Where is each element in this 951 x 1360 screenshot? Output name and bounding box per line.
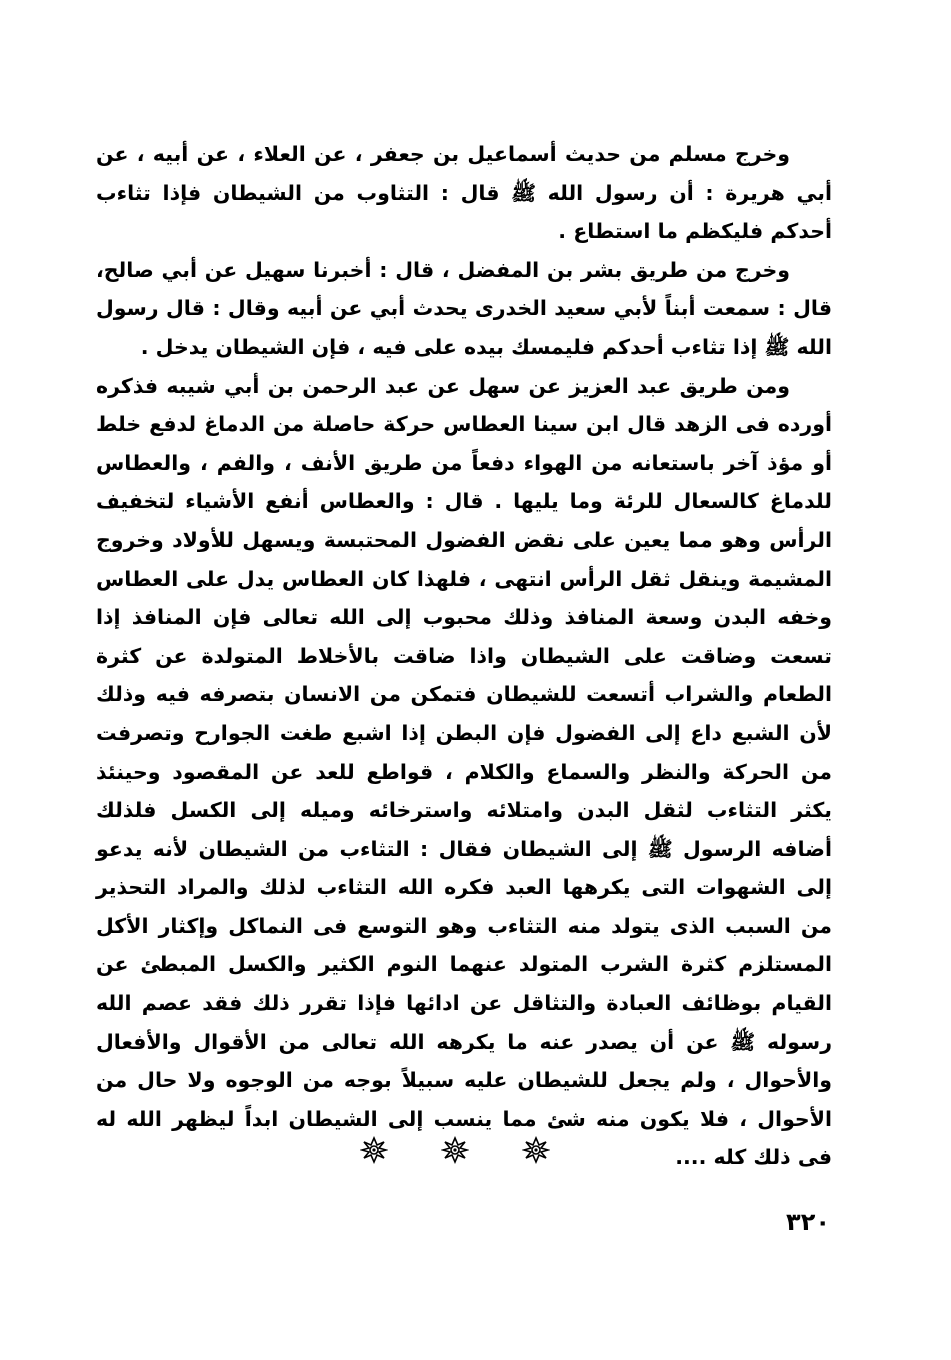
body-text xyxy=(96,135,832,1177)
floral-ornament-icon xyxy=(360,1136,388,1164)
paragraph-2: وخرج من طريق بشر بن المفضل ، قال : أخبرنا سهيل عن أبي صالح، قال : سمعت أبناً لأبي سعيد الخدرى يحدث أبي عن أبيه وقال : قال رسول الله ﷺ إذا تثاءب أحدكم فليمسك بيده على فيه ، فإن الشيطان يدخل . xyxy=(96,257,832,359)
paragraph-1: وخرج مسلم من حديث أسماعيل بن جعفر ، عن العلاء ، عن أبيه ، عن أبي هريرة : أن رسول الله ﷺ قال : التثاوب من الشيطان فإذا تثاءب أحدكم فليكظم ما استطاع . xyxy=(96,142,832,244)
paragraph-3: ومن طريق عبد العزيز عن سهل عن عبد الرحمن بن أبي شيبه فذكره أورده فى الزهد قال ابن سينا العطاس حركة حاصلة من الدماغ لدفع خلط أو مؤذ آخر باستعانه من الهواء دفعاً من طريق الأنف ، والفم ، والعطاس للدماغ كالسعال للرئة وما يليها . قال : والعطاس أنفع الأشياء لتخفيف الرأس وهو مما يعين على نقض الفضول المحتبسة ويسهل للأولاد وخروج المشيمة وينقل ثقل الرأس انتهى ، فلهذا كان العطاس يدل على العطاس وخفه البدن وسعة المنافذ وذلك محبوب إلى الله تعالى فإن المنافذ إذا تسعت وضاقت على الشيطان واذا ضاقت بالأخلاط المتولدة عن كثرة الطعام والشراب أتسعت للشيطان فتمكن من الانسان بتصرفه فيه وذلك لأن الشبع داع إلى الفضول فإن البطن إذا اشبع طغت الجوارح وتصرفت من الحركة والنظر والسماع والكلام ، قواطع للعد عن المقصود وحينئذ يكثر التثاءب لثقل البدن وامتلائه واسترخائه وميله إلى الكسل فلذلك أضافه الرسول ﷺ إلى الشيطان فقال : التثاءب من الشيطان لأنه يدعو إلى الشهوات التى يكرهها العبد فكره الله التثاءب لذلك والمراد التحذير من السبب الذى يتولد منه التثاءب وهو التوسع فى النماكل وإكثار الأكل المستلزم كثرة الشرب المتولد عنهما النوم الكثير والكسل المبطئ عن القيام بوظائف العبادة والتثاقل عن ادائها فإذا تقرر ذلك فقد عصم الله رسوله ﷺ عن أن يصدر عنه ما يكرهه الله تعالى من الأقوال والأفعال والأحوال ، ولم يجعل للشيطان عليه سبيلاً بوجه من الوجوه ولا حال من الأحوال ، فلا يكون منه شئ مما ينسب إلى الشيطان ابداً ليظهر الله له فى ذلك كله .... xyxy=(96,373,832,1170)
floral-ornament-icon xyxy=(441,1136,469,1164)
section-divider-ornaments xyxy=(360,1133,550,1167)
page-number: ٣٢٠ xyxy=(786,1208,830,1236)
floral-ornament-icon xyxy=(522,1136,550,1164)
